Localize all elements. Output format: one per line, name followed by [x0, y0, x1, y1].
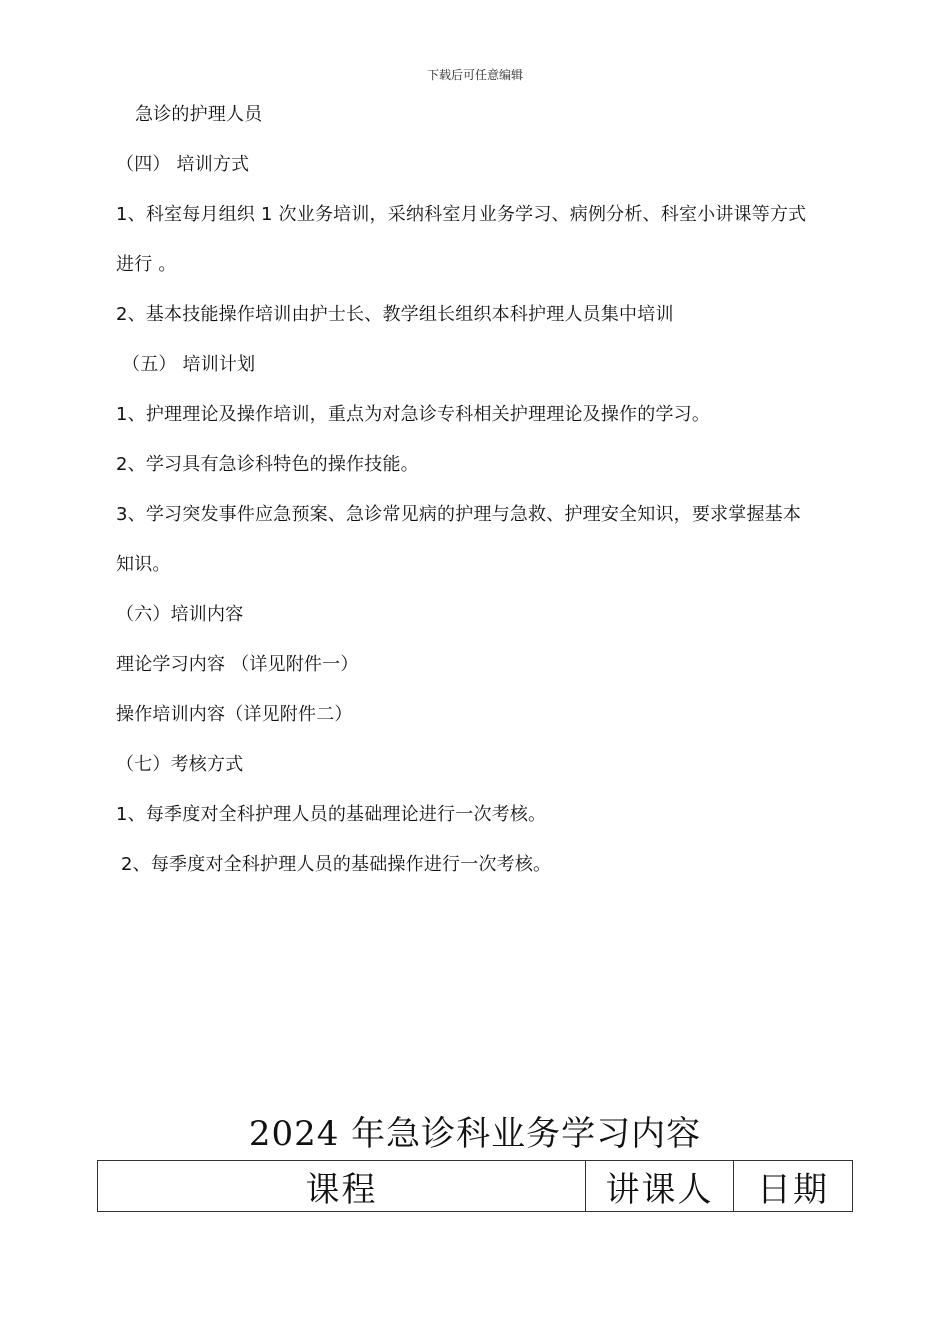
section-heading-7: （七）考核方式	[116, 754, 244, 775]
text-line-3: 进行 。	[116, 254, 177, 275]
text-line-8: 3、学习突发事件应急预案、急诊常见病的护理与急救、护理安全知识，要求掌握基本	[116, 504, 802, 525]
text-line-11: 理论学习内容 （详见附件一）	[116, 654, 359, 675]
page-header-note: 下载后可任意编辑	[426, 68, 523, 82]
text-line-7: 2、学习具有急诊科特色的操作技能。	[116, 454, 419, 475]
header-date: 日期	[734, 1161, 853, 1212]
table-header-row	[98, 1161, 853, 1212]
section-heading-4: （四） 培训方式	[116, 154, 250, 175]
header-course: 课程	[98, 1161, 586, 1212]
text-line-4: 2、基本技能操作培训由护士长、教学组长组织本科护理人员集中培训	[116, 304, 674, 325]
section-heading-6: （六）培训内容	[116, 604, 244, 625]
text-line-15: 2、每季度对全科护理人员的基础操作进行一次考核。	[121, 854, 552, 875]
text-line-2: 1、科室每月组织 1 次业务培训，采纳科室月业务学习、病例分析、科室小讲课等方式	[116, 204, 807, 225]
text-line-0: 急诊的护理人员	[135, 104, 263, 125]
text-line-9: 知识。	[116, 554, 171, 575]
text-line-12: 操作培训内容（详见附件二）	[116, 704, 353, 725]
text-line-6: 1、护理理论及操作培训，重点为对急诊专科相关护理理论及操作的学习。	[116, 404, 711, 425]
schedule-table	[97, 1160, 853, 1212]
header-lecturer: 讲课人	[586, 1161, 734, 1212]
document-title: 2024 年急诊科业务学习内容	[248, 1114, 702, 1154]
section-heading-5: （五） 培训计划	[122, 354, 256, 375]
text-line-14: 1、每季度对全科护理人员的基础理论进行一次考核。	[116, 804, 547, 825]
